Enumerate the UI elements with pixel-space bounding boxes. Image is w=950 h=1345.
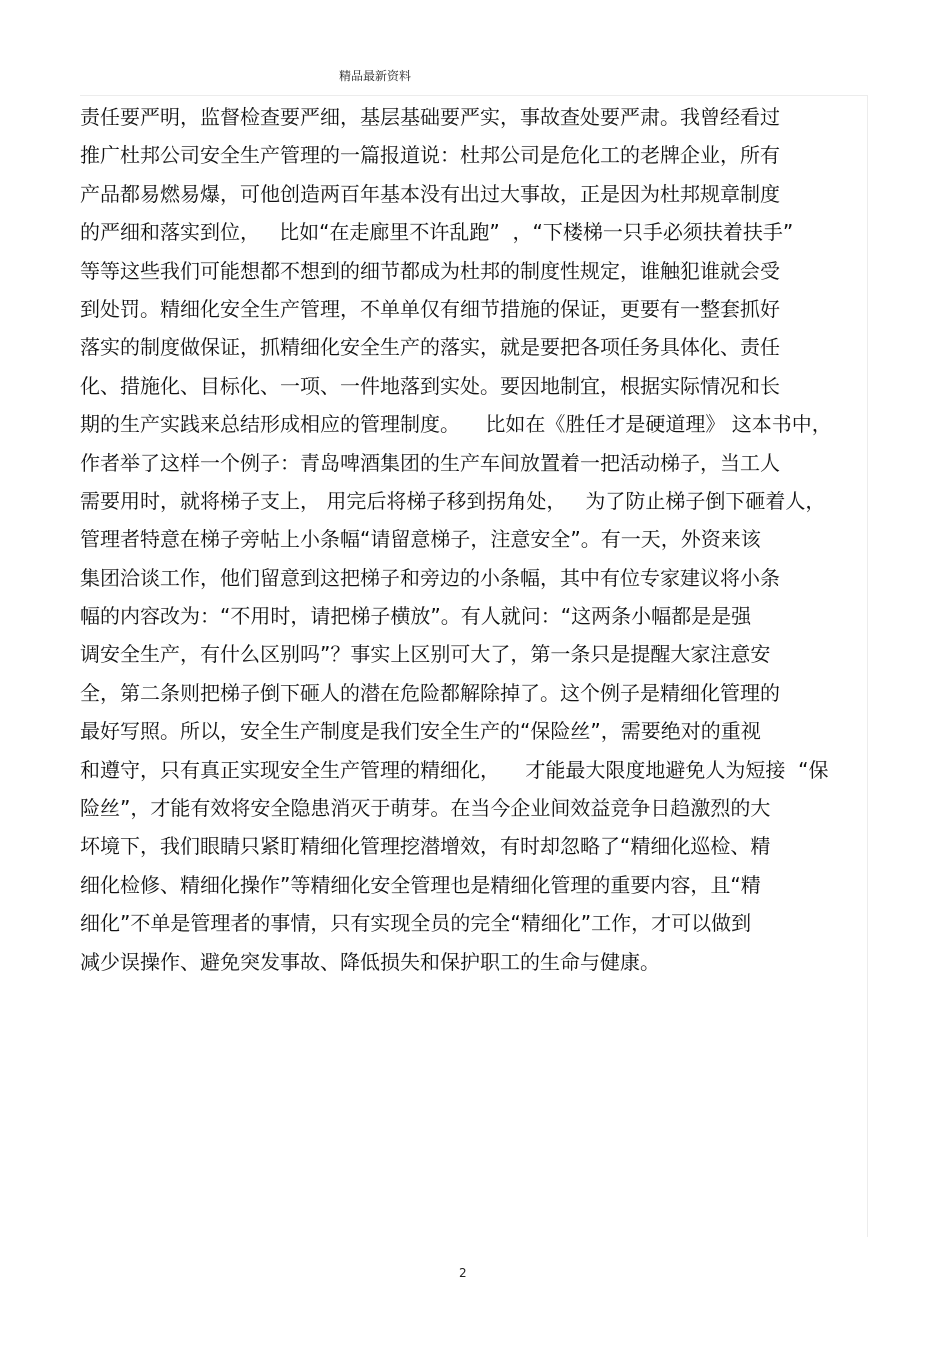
text-line: 减少误操作、避免突发事故、降低损失和保护职工的生命与健康。 — [80, 949, 660, 974]
body-text — [80, 98, 870, 981]
text-line: 全，第二条则把梯子倒下砸人的潜在危险都解除掉了。这个例子是精细化管理的 — [80, 680, 780, 705]
text-line: 责任要严明，监督检查要严细，基层基础要严实，事故查处要严肃。我曾经看过 — [80, 105, 780, 129]
text-line: 等等这些我们可能想都不想到的细节都成为杜邦的制度性规定，谁触犯谁就会受 — [80, 258, 780, 283]
text-line: 到处罚。精细化安全生产管理，不单单仅有细节措施的保证，更要有一整套抓好 — [80, 296, 780, 321]
text-line: 产品都易燃易爆，可他创造两百年基本没有出过大事故，正是因为杜邦规章制度 — [80, 181, 780, 206]
text-line: 幅的内容改为：“不用时，请把梯子横放”。有人就问：“这两条小幅都是是强 — [80, 604, 752, 629]
header-divider — [80, 95, 868, 96]
text-line: 推广杜邦公司安全生产管理的一篇报道说：杜邦公司是危化工的老牌企业，所有 — [80, 143, 780, 168]
text-line: 险丝”，才能有效将安全隐患消灭于萌芽。在当今企业间效益竞争日趋激烈的大 — [80, 796, 771, 821]
text-line: 最好写照。所以，安全生产制度是我们安全生产的“保险丝”，需要绝对的重视 — [80, 719, 761, 744]
page-number: 2 — [459, 1266, 467, 1280]
text-line: 细化检修、精细化操作”等精细化安全管理也是精细化管理的重要内容，且“精 — [80, 872, 761, 897]
page-header-label: 精品最新资料 — [339, 69, 412, 83]
text-line: 和遵守，只有真正实现安全生产管理的精细化， 才能最大限度地避免人为短接 “保 — [80, 757, 829, 782]
text-line: 的严细和落实到位， 比如“在走廊里不许乱跑” ，“下楼梯一只手必须扶着扶手” — [80, 220, 794, 245]
text-line: 作者举了这样一个例子：青岛啤酒集团的生产车间放置着一把活动梯子，当工人 — [80, 450, 780, 475]
text-line: 管理者特意在梯子旁帖上小条幅“请留意梯子，注意安全”。有一天，外资来该 — [80, 527, 761, 552]
text-line: 集团洽谈工作，他们留意到这把梯子和旁边的小条幅，其中有位专家建议将小条 — [80, 565, 780, 590]
text-line: 调安全生产，有什么区别吗”？事实上区别可大了，第一条只是提醒大家注意安 — [80, 642, 771, 667]
text-line: 需要用时，就将梯子支上， 用完后将梯子移到拐角处， 为了防止梯子倒下砸着人， — [80, 488, 826, 513]
text-line: 期的生产实践来总结形成相应的管理制度。 比如在《胜任才是硬道理》 这本书中， — [80, 412, 832, 437]
text-line: 细化”不单是管理者的事情，只有实现全员的完全“精细化”工作，才可以做到 — [80, 911, 752, 936]
text-line: 落实的制度做保证，抓精细化安全生产的落实，就是要把各项任务具体化、责任 — [80, 335, 780, 360]
text-line: 坏境下，我们眼睛只紧盯精细化管理挖潜增效，有时却忽略了“精细化巡检、精 — [80, 834, 771, 859]
text-line: 化、措施化、目标化、一项、一件地落到实处。要因地制宜，根据实际情况和长 — [80, 373, 780, 398]
